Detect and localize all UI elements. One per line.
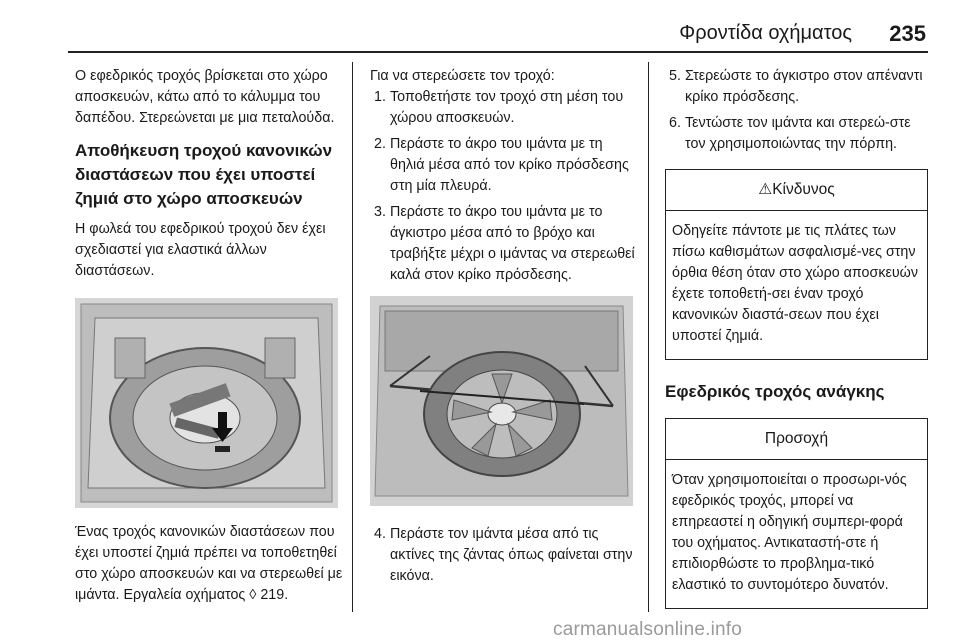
step-5: 5. Στερεώστε το άγκιστρο στον απέναντι κρίκο πρόσδεσης. <box>669 68 923 105</box>
column-divider-2 <box>648 62 649 612</box>
steps-list <box>370 87 635 286</box>
step-2: 2. Περάστε το άκρο του ιμάντα με τη θηλιά μέσα από τον κρίκο πρόσδεσης στη μία πλευρά. <box>374 136 629 194</box>
steps-list-continued <box>370 524 635 587</box>
danger-text: Οδηγείτε πάντοτε με τις πλάτες των πίσω καθισμάτων ασφαλισμέ-νες στην όρθια θέση όταν στο χώρο αποσκευών έχετε τοποθετή-σει έναν τροχό κανονικών διαστά-σεων που έχει υποστεί ζημιά. <box>672 223 918 344</box>
step-3: 3. Περάστε το άκρο του ιμάντα με το άγκιστρο μέσα από το βρόχο και τραβήξτε μέχρι ο ιμάντας να στερεωθεί καλά στον κρίκο πρόσδεσης. <box>374 204 635 283</box>
danger-box-header <box>666 170 927 211</box>
page-header-title: Φροντίδα οχήματος <box>679 22 852 44</box>
figure-caption: Ένας τροχός κανονικών διαστάσεων που έχει υποστεί ζημιά πρέπει να τοποθετηθεί στο χώρο αποσκευών και να στερεωθεί με ιμάντα. Εργαλεία οχήματος ◊ 219. <box>75 524 343 603</box>
step-6: 6. Τεντώστε τον ιμάντα και στερεώ-στε τον χρησιμοποιώντας την πόρπη. <box>669 115 911 152</box>
step-1: 1. Τοποθετήστε τον τροχό στη μέση του χώρου αποσκευών. <box>374 89 624 126</box>
caution-box <box>665 418 928 609</box>
caution-title: Προσοχή <box>666 419 927 460</box>
strapped-wheel-illustration <box>370 296 633 506</box>
caution-text: Όταν χρησιμοποιείται ο προσωρι-νός εφεδρικός τροχός, μπορεί να επηρεαστεί η οδηγική συμπερι-φορά του οχήματος. Αντικαταστή-στε ή επιδιορθώστε το προβλημα-τικό ελαστικό το συντομότερο δυνατόν. <box>672 472 907 593</box>
intro-paragraph: Ο εφεδρικός τροχός βρίσκεται στο χώρο αποσκευών, κάτω από το κάλυμμα του δαπέδου. Στερεώνεται με μια πεταλούδα. <box>75 68 335 126</box>
section-heading-emergency-spare: Εφεδρικός τροχός ανάγκης <box>665 382 885 401</box>
page-number: 235 <box>889 21 926 46</box>
warning-triangle-icon: ⚠ <box>758 181 773 198</box>
column-3 <box>665 66 928 609</box>
step-4: 4. Περάστε τον ιμάντα μέσα από τις ακτίνες της ζάντας όπως φαίνεται στην εικόνα. <box>374 526 633 584</box>
watermark: carmanualsonline.info <box>553 619 743 640</box>
danger-title: Κίνδυνος <box>772 181 835 198</box>
spare-wheel-well-illustration <box>75 298 338 508</box>
section-heading-damaged-wheel: Αποθήκευση τροχού κανονικών διαστάσεων που έχει υποστεί ζημιά στο χώρο αποσκευών <box>75 141 333 208</box>
page-reference-arrow-icon: ◊ <box>249 587 257 603</box>
spare-well-note: Η φωλεά του εφεδρικού τροχού δεν έχει σχεδιαστεί για ελαστικά άλλων διαστάσεων. <box>75 221 326 279</box>
column-1 <box>75 66 345 606</box>
column-2 <box>370 66 635 592</box>
header-divider <box>68 51 928 53</box>
column-divider-1 <box>352 62 353 612</box>
steps-list-final <box>665 66 928 155</box>
steps-intro: Για να στερεώσετε τον τροχό: <box>370 68 555 84</box>
danger-box <box>665 169 928 360</box>
